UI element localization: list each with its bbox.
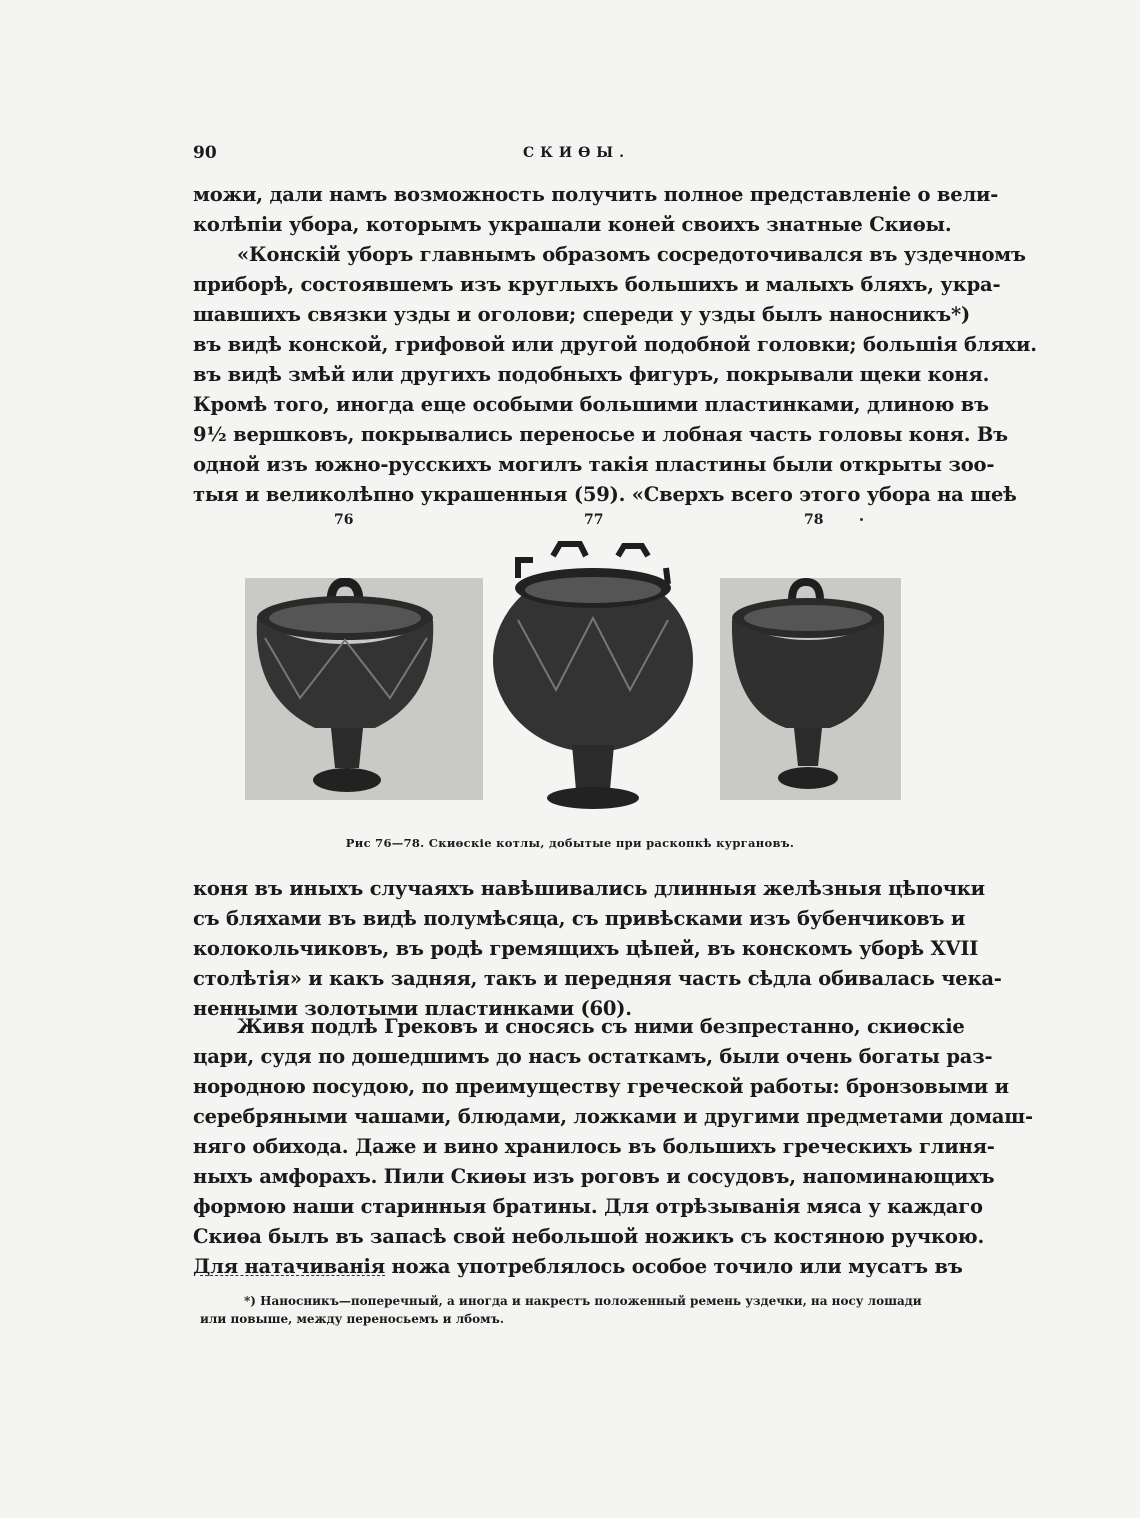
footnote-line: *) Наносникъ—поперечный, а иногда и накрестъ положенный ремень уздечки, на носу лошади <box>244 1294 922 1308</box>
text-line: Живя подлѣ Грековъ и сносясь съ ними безпрестанно, скиөскіе <box>237 1015 965 1038</box>
text-line: приборѣ, состоявшемъ изъ круглыхъ большихъ и малыхъ бляхъ, укра- <box>193 273 1001 296</box>
cauldron-icon <box>245 578 483 800</box>
text-line: нородною посудою, по преимуществу греческой работы: бронзовыми и <box>193 1075 1009 1098</box>
figure-77-plate <box>488 540 698 810</box>
paragraph-bottom <box>193 1012 1033 1282</box>
figure-76-plate <box>245 578 483 800</box>
cauldron-icon <box>720 578 901 800</box>
text-line: въ видѣ конской, грифовой или другой подобной головки; большія бляхи. <box>193 333 1037 356</box>
text-line: колокольчиковъ, въ родѣ гремящихъ цѣпей, въ конскомъ уборѣ XVII <box>193 937 979 960</box>
cauldron-icon <box>488 540 698 810</box>
figure-78-plate <box>720 578 901 800</box>
text-line: цари, судя по дошедшимъ до насъ остаткамъ, были очень богаты раз- <box>193 1045 993 1068</box>
footnote <box>200 1292 940 1328</box>
text-line: можи, дали намъ возможность получить полное представленіе о вели- <box>193 183 999 206</box>
text-line: няго обихода. Даже и вино хранилось въ большихъ греческихъ глиня- <box>193 1135 995 1158</box>
text-line: столѣтія» и какъ задняя, такъ и передняя часть сѣдла обивалась чека- <box>193 967 1002 990</box>
text-line: Кромѣ того, иногда еще особыми большими пластинками, длиною въ <box>193 393 989 416</box>
footnote-line: или повыше, между переносьемъ и лбомъ. <box>200 1312 504 1326</box>
text-line: формою наши старинныя братины. Для отрѣзыванія мяса у каждаго <box>193 1195 983 1218</box>
text-line: шавшихъ связки узды и оголови; спереди у узды былъ наносникъ*) <box>193 303 971 326</box>
text-line: ненными золотыми пластинками (60). <box>193 997 632 1020</box>
paragraph-middle <box>193 874 1002 1024</box>
text-line: одной изъ южно-русскихъ могилъ такія пластины были открыты зоо- <box>193 453 995 476</box>
text-line: тыя и великолѣпно украшенныя (59). «Сверхъ всего этого убора на шеѣ <box>193 483 1017 506</box>
text-line: Для натачиванія ножа употреблялось особое точило или мусатъ въ <box>193 1255 963 1278</box>
text-line: «Конскій уборъ главнымъ образомъ сосредоточивался въ уздечномъ <box>237 243 1026 266</box>
text-line: ныхъ амфорахъ. Пили Скиөы изъ роговъ и сосудовъ, напоминающихъ <box>193 1165 995 1188</box>
text-line: серебряными чашами, блюдами, ложками и другими предметами домаш- <box>193 1105 1033 1128</box>
figure-number-78: 78 <box>804 512 824 528</box>
text-line: 9½ вершковъ, покрывались переносье и лобная часть головы коня. Въ <box>193 423 1008 446</box>
paragraph-top <box>193 180 1037 510</box>
print-speck <box>860 518 863 521</box>
figure-number-77: 77 <box>584 512 604 528</box>
page-number: 90 <box>193 143 217 163</box>
footnote-divider <box>200 1275 385 1276</box>
running-title: СКИӨЫ. <box>523 145 630 161</box>
text-line: Скиөа былъ въ запасѣ свой небольшой ножикъ съ костяною ручкою. <box>193 1225 985 1248</box>
figure-caption: Рис 76—78. Скиөскіе котлы, добытые при раскопкѣ кургановъ. <box>345 836 795 850</box>
page-header <box>193 143 943 167</box>
text-line: колѣпіи убора, которымъ украшали коней своихъ знатные Скиөы. <box>193 213 952 236</box>
text-line: съ бляхами въ видѣ полумѣсяца, съ привѣсками изъ бубенчиковъ и <box>193 907 966 930</box>
figure-number-76: 76 <box>334 512 354 528</box>
text-line: коня въ иныхъ случаяхъ навѣшивались длинныя желѣзныя цѣпочки <box>193 877 985 900</box>
text-line: въ видѣ змѣй или другихъ подобныхъ фигуръ, покрывали щеки коня. <box>193 363 990 386</box>
